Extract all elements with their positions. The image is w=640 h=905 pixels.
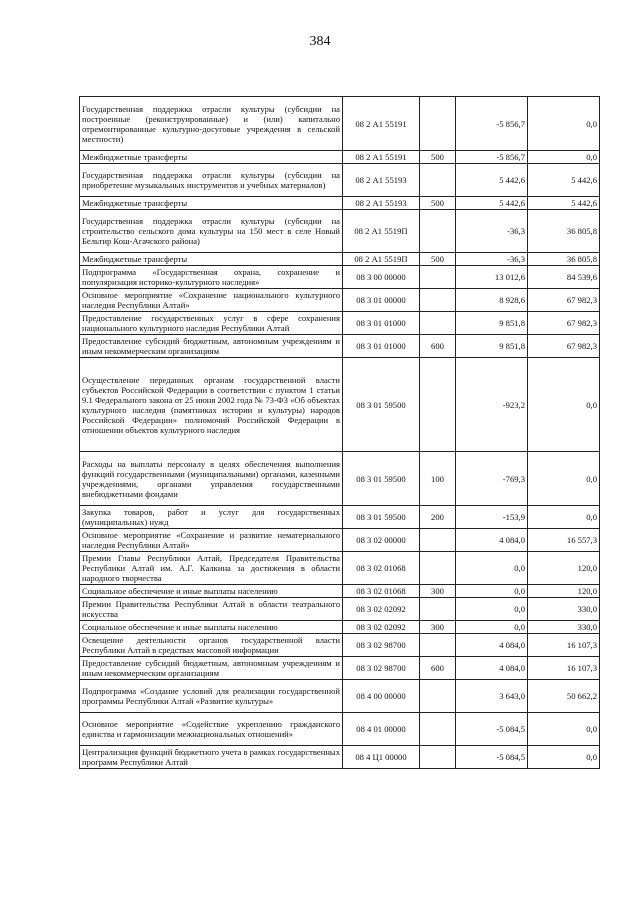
row-amount-change-cell: -153,9 <box>456 506 528 529</box>
row-amount-total-cell: 16 557,3 <box>528 529 600 552</box>
table-row <box>80 358 600 452</box>
row-amount-total-cell: 120,0 <box>528 552 600 585</box>
row-code-cell: 08 2 А1 55193 <box>343 197 420 210</box>
table-row <box>80 552 600 585</box>
row-amount-total-cell: 330,0 <box>528 621 600 634</box>
row-name-cell: Межбюджетные трансферты <box>80 253 343 266</box>
budget-table <box>79 96 600 769</box>
table-row <box>80 197 600 210</box>
row-name-cell: Социальное обеспечение и иные выплаты населению <box>80 621 343 634</box>
row-expense-type-cell <box>420 358 456 452</box>
page-number: 384 <box>309 34 331 49</box>
row-code-cell: 08 3 02 01068 <box>343 552 420 585</box>
table-row <box>80 746 600 769</box>
row-code-cell: 08 3 02 02092 <box>343 598 420 621</box>
table-row <box>80 335 600 358</box>
table-row <box>80 253 600 266</box>
row-code-cell: 08 2 А1 5519П <box>343 210 420 253</box>
row-amount-total-cell: 36 805,8 <box>528 253 600 266</box>
table-row <box>80 585 600 598</box>
row-amount-change-cell: -36,3 <box>456 210 528 253</box>
row-expense-type-cell: 600 <box>420 657 456 680</box>
row-code-cell: 08 3 01 00000 <box>343 289 420 312</box>
row-amount-change-cell: 8 928,6 <box>456 289 528 312</box>
row-amount-total-cell: 67 982,3 <box>528 289 600 312</box>
row-expense-type-cell <box>420 634 456 657</box>
row-name-cell: Основное мероприятие «Сохранение национального культурного наследия Республики Алтай» <box>80 289 343 312</box>
table-row <box>80 621 600 634</box>
row-name-cell: Социальное обеспечение и иные выплаты населению <box>80 585 343 598</box>
row-expense-type-cell <box>420 680 456 713</box>
row-amount-total-cell: 16 107,3 <box>528 634 600 657</box>
row-name-cell: Государственная поддержка отрасли культуры (субсидии на строительство сельского дома культуры на 150 мест в селе Новый Бельтир Кош-Агачского района) <box>80 210 343 253</box>
row-name-cell: Межбюджетные трансферты <box>80 151 343 164</box>
row-amount-change-cell: -5 084,5 <box>456 713 528 746</box>
row-amount-change-cell: 5 442,6 <box>456 197 528 210</box>
row-code-cell: 08 3 01 59500 <box>343 452 420 506</box>
row-code-cell: 08 3 02 02092 <box>343 621 420 634</box>
row-expense-type-cell <box>420 312 456 335</box>
row-code-cell: 08 4 00 00000 <box>343 680 420 713</box>
row-amount-total-cell: 330,0 <box>528 598 600 621</box>
row-amount-change-cell: -5 084,5 <box>456 746 528 769</box>
table-row <box>80 266 600 289</box>
row-code-cell: 08 3 00 00000 <box>343 266 420 289</box>
row-amount-total-cell: 67 982,3 <box>528 312 600 335</box>
row-name-cell: Государственная поддержка отрасли культуры (субсидии на построенные (реконструированные) и (или) капитально отремонтированные культурно-досуговые учреждения в сельской местности) <box>80 97 343 151</box>
row-name-cell: Премии Главы Республики Алтай, Председателя Правительства Республики Алтай им. А.Г. Калкина за достижения в области народного творчества <box>80 552 343 585</box>
row-code-cell: 08 3 01 01000 <box>343 335 420 358</box>
row-expense-type-cell <box>420 598 456 621</box>
row-expense-type-cell: 500 <box>420 151 456 164</box>
row-expense-type-cell <box>420 289 456 312</box>
row-name-cell: Межбюджетные трансферты <box>80 197 343 210</box>
row-expense-type-cell: 600 <box>420 335 456 358</box>
row-name-cell: Закупка товаров, работ и услуг для государственных (муниципальных) нужд <box>80 506 343 529</box>
row-amount-total-cell: 0,0 <box>528 713 600 746</box>
row-amount-change-cell: 3 643,0 <box>456 680 528 713</box>
table-row <box>80 312 600 335</box>
row-code-cell: 08 3 02 00000 <box>343 529 420 552</box>
row-amount-change-cell: 0,0 <box>456 621 528 634</box>
row-amount-change-cell: 4 084,0 <box>456 657 528 680</box>
row-expense-type-cell <box>420 552 456 585</box>
row-expense-type-cell: 300 <box>420 585 456 598</box>
table-row <box>80 151 600 164</box>
row-expense-type-cell: 300 <box>420 621 456 634</box>
row-expense-type-cell: 200 <box>420 506 456 529</box>
table-row <box>80 680 600 713</box>
row-amount-change-cell: 9 851,8 <box>456 312 528 335</box>
row-amount-change-cell: 0,0 <box>456 585 528 598</box>
row-amount-total-cell: 0,0 <box>528 746 600 769</box>
row-code-cell: 08 2 А1 55191 <box>343 97 420 151</box>
row-name-cell: Предоставление субсидий бюджетным, автономным учреждениям и иным некоммерческим организациям <box>80 335 343 358</box>
row-code-cell: 08 3 01 59500 <box>343 358 420 452</box>
row-code-cell: 08 3 02 01068 <box>343 585 420 598</box>
row-amount-total-cell: 5 442,6 <box>528 197 600 210</box>
row-code-cell: 08 4 01 00000 <box>343 713 420 746</box>
row-name-cell: Предоставление государственных услуг в сфере сохранения национального культурного наследия Республики Алтай <box>80 312 343 335</box>
row-amount-change-cell: -769,3 <box>456 452 528 506</box>
row-amount-change-cell: 13 012,6 <box>456 266 528 289</box>
row-amount-change-cell: 0,0 <box>456 552 528 585</box>
row-code-cell: 08 3 01 59500 <box>343 506 420 529</box>
row-amount-total-cell: 120,0 <box>528 585 600 598</box>
row-code-cell: 08 2 А1 55193 <box>343 164 420 197</box>
budget-table-body <box>80 97 600 769</box>
table-row <box>80 452 600 506</box>
row-amount-change-cell: -5 856,7 <box>456 97 528 151</box>
row-expense-type-cell <box>420 529 456 552</box>
row-name-cell: Премии Правительства Республики Алтай в области театрального искусства <box>80 598 343 621</box>
row-amount-change-cell: -923,2 <box>456 358 528 452</box>
table-row <box>80 657 600 680</box>
row-amount-change-cell: 5 442,6 <box>456 164 528 197</box>
row-amount-total-cell: 0,0 <box>528 506 600 529</box>
row-code-cell: 08 2 А1 55191 <box>343 151 420 164</box>
row-expense-type-cell <box>420 210 456 253</box>
row-amount-total-cell: 67 982,3 <box>528 335 600 358</box>
row-code-cell: 08 3 01 01000 <box>343 312 420 335</box>
row-amount-total-cell: 0,0 <box>528 452 600 506</box>
row-name-cell: Подпрограмма «Создание условий для реализации государственной программы Республики Алтай «Развитие культуры» <box>80 680 343 713</box>
row-amount-total-cell: 84 539,6 <box>528 266 600 289</box>
table-row <box>80 598 600 621</box>
row-amount-change-cell: 4 084,0 <box>456 634 528 657</box>
row-name-cell: Централизация функций бюджетного учета в рамках государственных программ Республики Алтай <box>80 746 343 769</box>
table-row <box>80 210 600 253</box>
row-amount-change-cell: -36,3 <box>456 253 528 266</box>
row-amount-change-cell: 0,0 <box>456 598 528 621</box>
row-code-cell: 08 3 02 98700 <box>343 634 420 657</box>
row-amount-change-cell: 4 084,0 <box>456 529 528 552</box>
row-name-cell: Освещение деятельности органов государственной власти Республики Алтай в средствах массовой информации <box>80 634 343 657</box>
row-expense-type-cell <box>420 266 456 289</box>
row-code-cell: 08 3 02 98700 <box>343 657 420 680</box>
row-expense-type-cell <box>420 97 456 151</box>
table-row <box>80 529 600 552</box>
table-row <box>80 164 600 197</box>
row-expense-type-cell <box>420 164 456 197</box>
row-name-cell: Осуществление переданных органам государственной власти субъектов Российской Федерации в соответствии с пунктом 1 статьи 9.1 Федерального закона от 25 июня 2002 года № 73-ФЗ «Об объектах культурного наследия (памятниках истории и культуры) народов Российской Федерации» полномочий Российской Федерации в отношении объектов культурного наследия <box>80 358 343 452</box>
row-amount-total-cell: 16 107,3 <box>528 657 600 680</box>
row-amount-total-cell: 5 442,6 <box>528 164 600 197</box>
row-amount-total-cell: 0,0 <box>528 151 600 164</box>
row-amount-change-cell: 9 851,8 <box>456 335 528 358</box>
row-name-cell: Основное мероприятие «Содействие укреплению гражданского единства и гармонизации межнациональных отношений» <box>80 713 343 746</box>
row-amount-total-cell: 0,0 <box>528 97 600 151</box>
table-row <box>80 289 600 312</box>
table-row <box>80 97 600 151</box>
row-expense-type-cell: 500 <box>420 253 456 266</box>
row-amount-total-cell: 36 805,8 <box>528 210 600 253</box>
row-name-cell: Основное мероприятие «Сохранение и развитие нематериального наследия Республики Алтай» <box>80 529 343 552</box>
row-code-cell: 08 4 Ц1 00000 <box>343 746 420 769</box>
row-amount-total-cell: 0,0 <box>528 358 600 452</box>
row-name-cell: Подпрограмма «Государственная охрана, сохранение и популяризация историко-культурного наследия» <box>80 266 343 289</box>
row-expense-type-cell <box>420 713 456 746</box>
row-name-cell: Предоставление субсидий бюджетным, автономным учреждениям и иным некоммерческим организациям <box>80 657 343 680</box>
table-row <box>80 634 600 657</box>
row-name-cell: Государственная поддержка отрасли культуры (субсидии на приобретение музыкальных инструментов и учебных материалов) <box>80 164 343 197</box>
row-expense-type-cell: 100 <box>420 452 456 506</box>
table-row <box>80 506 600 529</box>
row-amount-total-cell: 50 662,2 <box>528 680 600 713</box>
row-code-cell: 08 2 А1 5519П <box>343 253 420 266</box>
row-amount-change-cell: -5 856,7 <box>456 151 528 164</box>
table-row <box>80 713 600 746</box>
row-expense-type-cell <box>420 746 456 769</box>
row-expense-type-cell: 500 <box>420 197 456 210</box>
row-name-cell: Расходы на выплаты персоналу в целях обеспечения выполнения функций государственными (муниципальными) органами, казенными учреждениями, органами управления государственными внебюджетными фондами <box>80 452 343 506</box>
